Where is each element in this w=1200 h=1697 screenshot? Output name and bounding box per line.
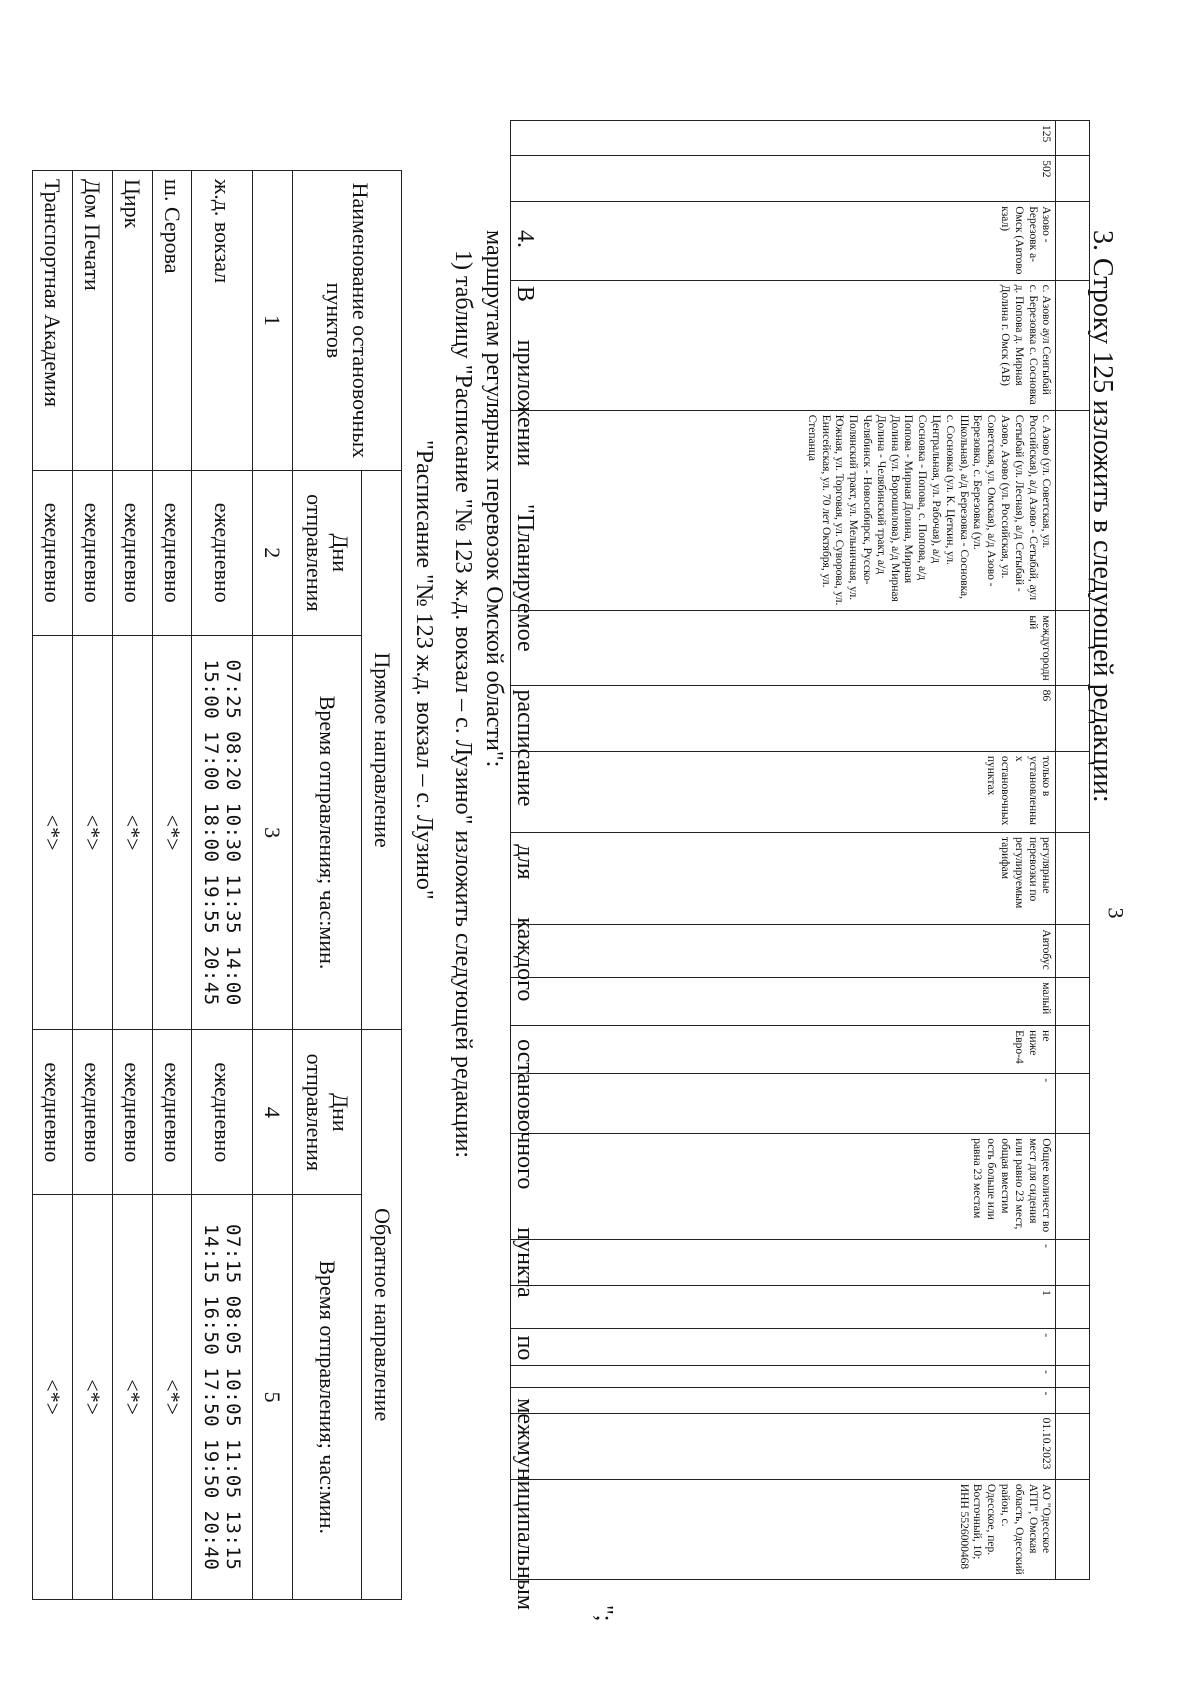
route-cell: - <box>511 1366 1056 1387</box>
stops-header: Наименование остановочных пунктов <box>292 171 401 471</box>
forward-days: ежедневно <box>152 470 192 635</box>
route-cell: 86 <box>511 685 1056 751</box>
column-number: 1 <box>252 171 292 471</box>
forward-days: ежедневно <box>112 470 152 635</box>
route-cell: - <box>511 1387 1056 1413</box>
forward-days: ежедневно <box>192 470 252 635</box>
table-row <box>152 171 192 1600</box>
route-cell: не ниже Евро-4 <box>511 1026 1056 1074</box>
reverse-times: <*> <box>112 1195 152 1600</box>
stop-name: ж.д. вокзал <box>192 171 252 471</box>
section-4-line-2: маршрутам регулярных перевозок Омской области": <box>480 230 507 768</box>
forward-time-header: Время отправления; час:мин. <box>292 635 361 1030</box>
route-table-row <box>511 121 1056 1580</box>
forward-days-header: Дни отправления <box>292 470 361 635</box>
route-table <box>510 120 1090 1580</box>
route-cell: - <box>511 1240 1056 1286</box>
table-row <box>33 171 73 1600</box>
column-number: 3 <box>252 635 292 1030</box>
reverse-days: ежедневно <box>33 1030 73 1195</box>
route-cell: только в установленны х остановочных пунктах <box>511 751 1056 832</box>
reverse-days-header: Дни отправления <box>292 1030 361 1195</box>
column-number: 5 <box>252 1195 292 1600</box>
route-cell: малый <box>511 978 1056 1026</box>
forward-times: <*> <box>33 635 73 1030</box>
reverse-times: <*> <box>152 1195 192 1600</box>
route-cell: регулярные перевозки по регулируемым тарифам <box>511 833 1056 925</box>
route-cell: с. Азово аул Сеигыбай с. Березовка с. Сосновка д. Попова д. Мирная Долина г. Омск (АВ) <box>511 280 1056 410</box>
route-cell: 01.10.2023 <box>511 1413 1056 1479</box>
page-number: 3 <box>1103 907 1129 919</box>
reverse-header: Обратное направление <box>362 1030 402 1600</box>
section-4-text <box>446 230 540 1610</box>
route-cell: Автобус <box>511 925 1056 978</box>
forward-times: <*> <box>152 635 192 1030</box>
section-4-line-1: 4. В приложении "Планируемое расписание для каждого остановочного пункта по межмуниципальным <box>512 230 538 1610</box>
column-number: 4 <box>252 1030 292 1195</box>
table-row <box>192 171 252 1600</box>
route-cell: АО "Одесское АТП", Омская область, Одесский район, с. Одесское, пер. Восточный, 10; ИНН 5526000468 <box>511 1479 1056 1579</box>
route-cell: 502 <box>511 156 1056 202</box>
stop-name: Цирк <box>112 171 152 471</box>
route-cell: с. Азово (ул. Советская, ул. Российская), а/д Азово - Сетыбай, аул Сетыбай (ул. Лесная), а/д Сетыбай - Азово, Азово (ул. Российская, ул. Советская, ул. Омская), а/д Азово - Березовка, с. Березовка (ул. Школьная), а/д Березовка - Сосновка, с. Сосновка (ул. К. Цеткин, ул. Центральная, ул. Рабочая), а/д Сосновка - Попова, с. Попова, а/д Попова - Мирная Долина, Мирная Долина (ул. Ворошилова), а/д Мирная Долина - Челябинский тракт, а/д Челябинск - Новосибирск, Русско-Полянский тракт, ул. Мельничная, ул. Южная, ул. Торговая, ул. Суворова, ул. Енисейская, ул. 70 лет Октября, ул. Степанца <box>511 410 1056 611</box>
closing-quote-mark: "; <box>591 1605 617 1622</box>
route-cell: - <box>511 1329 1056 1366</box>
reverse-days: ежедневно <box>72 1030 112 1195</box>
table-row <box>112 171 152 1600</box>
route-table-empty-row <box>1056 121 1090 1580</box>
section-3-heading: 3. Строку 125 изложить в следующей редакции: <box>1087 230 1118 803</box>
forward-times: 07:25 08:20 10:30 11:35 14:00 15:00 17:00 18:00 19:55 20:45 <box>192 635 252 1030</box>
route-cell: - <box>511 1074 1056 1134</box>
reverse-times: <*> <box>72 1195 112 1600</box>
route-cell: 1 <box>511 1286 1056 1329</box>
reverse-days: ежедневно <box>192 1030 252 1195</box>
reverse-time-header: Время отправления; час:мин. <box>292 1195 361 1600</box>
column-numbers-row <box>252 171 292 1600</box>
forward-header: Прямое направление <box>362 470 402 1030</box>
stop-name: Дом Печати <box>72 171 112 471</box>
section-4-line-3: 1) таблицу "Расписание "№ 123 ж.д. вокзал – с. Лузино" изложить следующей редакции: <box>449 250 476 1159</box>
table-row <box>72 171 112 1600</box>
forward-times: <*> <box>112 635 152 1030</box>
route-cell: междугородн ый <box>511 611 1056 685</box>
route-cell: Общее количест во мест для сидения или равно 23 мест, общая вместим ость больше или равна 23 местам <box>511 1134 1056 1240</box>
forward-times: <*> <box>72 635 112 1030</box>
schedule-table <box>32 170 402 1600</box>
reverse-times: 07:15 08:05 10:05 11:05 13:15 14:15 16:50 17:50 19:50 20:40 <box>192 1195 252 1600</box>
reverse-days: ежедневно <box>112 1030 152 1195</box>
forward-days: ежедневно <box>33 470 73 635</box>
reverse-times: <*> <box>33 1195 73 1600</box>
route-cell: 125 <box>511 121 1056 156</box>
stop-name: ш. Серова <box>152 171 192 471</box>
route-cell: Азово - Березовк а- Омск (Автово кзал) <box>511 202 1056 280</box>
stop-name: Транспортная Академия <box>33 171 73 471</box>
schedule-caption: "Расписание "№ 123 ж.д. вокзал – с. Лузино" <box>411 440 437 900</box>
forward-days: ежедневно <box>72 470 112 635</box>
column-number: 2 <box>252 470 292 635</box>
reverse-days: ежедневно <box>152 1030 192 1195</box>
